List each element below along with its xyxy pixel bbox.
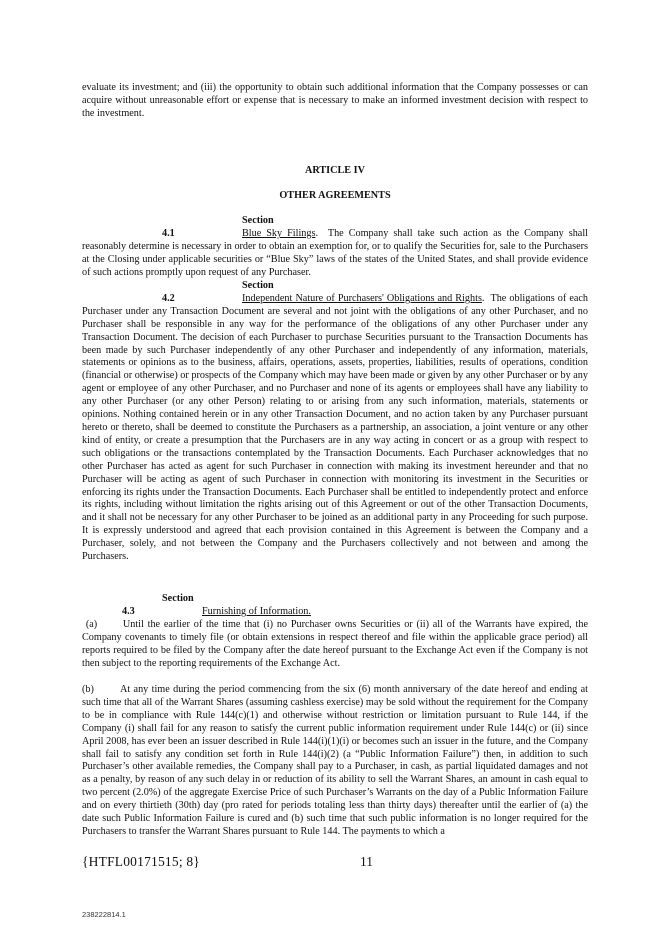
para-b-text: At any time during the period commencing from the six (6) month anniversary of the date hereof and ending at such time that all of the Warrant Shares (assuming cashless exercise) may be sold without the requirement for the Company to be in compliance with Rule 144(c)(1) and otherwise without restriction or limitation pursuant to Rule 144, if the Company (i) shall fail for any reason to satisfy the current public information requirement under Rule 144(c) or (ii) since April 2008, has ever been an issuer described in Rule 144(i)(1)(i) or becomes such an issuer in the future, and the Company shall fail to satisfy any condition set forth in Rule 144(i)(2) (a “Public Information Failure”) then, in addition to such Purchaser’s other available remedies, the Company shall pay to a Purchaser, in cash, as partial liquidated damages and not as a penalty, by reason of any such delay in or reduction of its ability to sell the Warrant Shares, an amount in cash equal to two percent (2.0%) of the aggregate Exercise Price of such Purchaser’s Warrants on the day of a Public Information Failure and on every thirtieth (30th) day (pro rated for periods totaling less than thirty days) thereafter until the earlier of (a) the date such Public Information Failure is cured and (b) such time that such public information is no longer required for the Purchasers to transfer the Warrant Shares pursuant to Rule 144. The payments to which a bbox=[82, 684, 588, 837]
article-title: OTHER AGREEMENTS bbox=[279, 190, 391, 201]
section-4-1-number: Section 4.1 bbox=[162, 215, 274, 239]
section-4-2-number: Section 4.2 bbox=[162, 280, 274, 304]
para-a-text: Until the earlier of the time that (i) no Purchaser owns Securities or (ii) all of the Warrants have expired, the Company covenants to timely file (or obtain extensions in respect thereof and file within the applicable grace period) all reports required to be filed by the Company after the date hereof pursuant to the Exchange Act even if the Company is not then subject to the reporting requirements of the Exchange Act. bbox=[82, 619, 588, 669]
intro-paragraph: evaluate its investment; and (iii) the opportunity to obtain such additional information that the Company possesses or can acquire without unreasonable effort or expense that is necessary to make an informed investment decision with respect to the investment. bbox=[82, 82, 588, 119]
section-4-2-body: The obligations of each Purchaser under any Transaction Document are several and not joint with the obligations of any other Purchaser, and no Purchaser shall be responsible in any way for the performance of the obligations of any other Purchaser under any Transaction Document. The decision of each Purchaser to purchase Securities pursuant to the Transaction Documents has been made by such Purchaser independently of any other Purchaser and independently of any information, materials, statements or opinions as to the business, affairs, operations, assets, properties, liabilities, results of operations, condition (financial or otherwise) or prospects of the Company which may have been made or given by any other Purchaser or by any agent or employee of any other Purchaser, and no Purchaser and none of its agents or employees shall have any liability to any other Purchaser (or any other Person) relating to or arising from any such information, materials, statements or opinions. Nothing contained herein or in any other Transaction Document, and no action taken by any Purchaser pursuant hereto or thereto, shall be deemed to constitute the Purchasers as a partnership, an association, a joint venture or any other kind of entity, or create a presumption that the Purchasers are in any way acting in concert or as a group with respect to such obligations or the transactions contemplated by the Transaction Documents. Each Purchaser acknowledges that no other Purchaser has acted as agent for such Purchaser in connection with making its investment hereunder and that no Purchaser will be acting as agent of such Purchaser in connection with monitoring its investment in the Securities or enforcing its rights under the Transaction Documents. Each Purchaser shall be entitled to independently protect and enforce its rights, including without limitation the rights arising out of this Agreement or out of the other Transaction Documents, and it shall not be necessary for any other Purchaser to be joined as an additional party in any Proceeding for such purpose. It is expressly understood and agreed that each provision contained in this Agreement is between the Company and a Purchaser, solely, and not between the Company and the Purchasers collectively and not between and among the Purchasers. bbox=[82, 292, 588, 563]
footer-doc-id: 238222814.1 bbox=[82, 910, 126, 919]
para-b-label: (b) bbox=[82, 684, 94, 695]
section-4-1: Section 4.1 Blue Sky Filings. The Company shall take such action as the Company shall reasonably determine is necessary in order to obtain an exemption for, or to qualify the Securities for, sale to the Purchasers at the Closing under applicable securities or “Blue Sky” laws of the states of the United States, and shall provide evidence of such actions promptly upon request of any Purchaser. bbox=[82, 215, 588, 278]
section-4-1-body: The Company shall take such action as the Company shall reasonably determine is necessary in order to obtain an exemption for, or to qualify the Securities for, sale to the Purchasers at the Closing under applicable securities or “Blue Sky” laws of the states of the United States, and shall provide evidence of such actions promptly upon request of any Purchaser. bbox=[82, 227, 588, 278]
section-4-3-heading bbox=[82, 593, 588, 619]
section-4-3-para-b bbox=[82, 684, 588, 839]
section-4-2: Section 4.2 Independent Nature of Purchasers' Obligations and Rights. The obligations of each Purchaser under any Transaction Document are several and not joint with the obligations of any other Purchaser, and no Purchaser shall be responsible in any way for the performance of the obligations of any other Purchaser under any Transaction Document. The decision of each Purchaser to purchase Securities pursuant to the Transaction Documents has been made by such Purchaser independently of any other Purchaser and independently of any information, materials, statements or opinions as to the business, affairs, operations, assets, properties, liabilities, results of operations, condition (financial or otherwise) or prospects of the Company which may have been made or given by any other Purchaser or by any agent or employee of any other Purchaser, and no Purchaser and none of its agents or employees shall have any liability to any other Purchaser (or any other Person) relating to or arising from any such information, materials, statements or opinions. Nothing contained herein or in any other Transaction Document, and no action taken by any Purchaser pursuant hereto or thereto, shall be deemed to constitute the Purchasers as a partnership, an association, a joint venture or any other kind of entity, or create a presumption that the Purchasers are in any way acting in concert or as a group with respect to such obligations or the transactions contemplated by the Transaction Documents. Each Purchaser acknowledges that no other Purchaser has acted as agent for such Purchaser in connection with making its investment hereunder and that no Purchaser will be acting as agent of such Purchaser in connection with monitoring its investment in the Securities or enforcing its rights under the Transaction Documents. Each Purchaser shall be entitled to independently protect and enforce its rights, including without limitation the rights arising out of this Agreement or out of the other Transaction Documents, and it shall not be necessary for any other Purchaser to be joined as an additional party in any Proceeding for such purpose. It is expressly understood and agreed that each provision contained in this Agreement is between the Company and a Purchaser, solely, and not between the Company and the Purchasers collectively and not between and among the Purchasers. bbox=[82, 280, 588, 563]
section-4-1-title: Blue Sky Filings bbox=[242, 227, 316, 239]
section-4-3-number: Section 4.3 bbox=[122, 593, 194, 617]
footer-page-number: 11 bbox=[360, 854, 373, 869]
para-a-label: (a) bbox=[85, 619, 98, 630]
footer-doc-code: {HTFL00171515; 8} bbox=[82, 854, 200, 869]
section-4-3-para-a bbox=[82, 619, 588, 671]
section-4-3-title: Furnishing of Information. bbox=[202, 605, 311, 617]
section-4-2-title: Independent Nature of Purchasers' Obligations and Rights bbox=[242, 292, 482, 304]
article-number: ARTICLE IV bbox=[305, 165, 365, 176]
